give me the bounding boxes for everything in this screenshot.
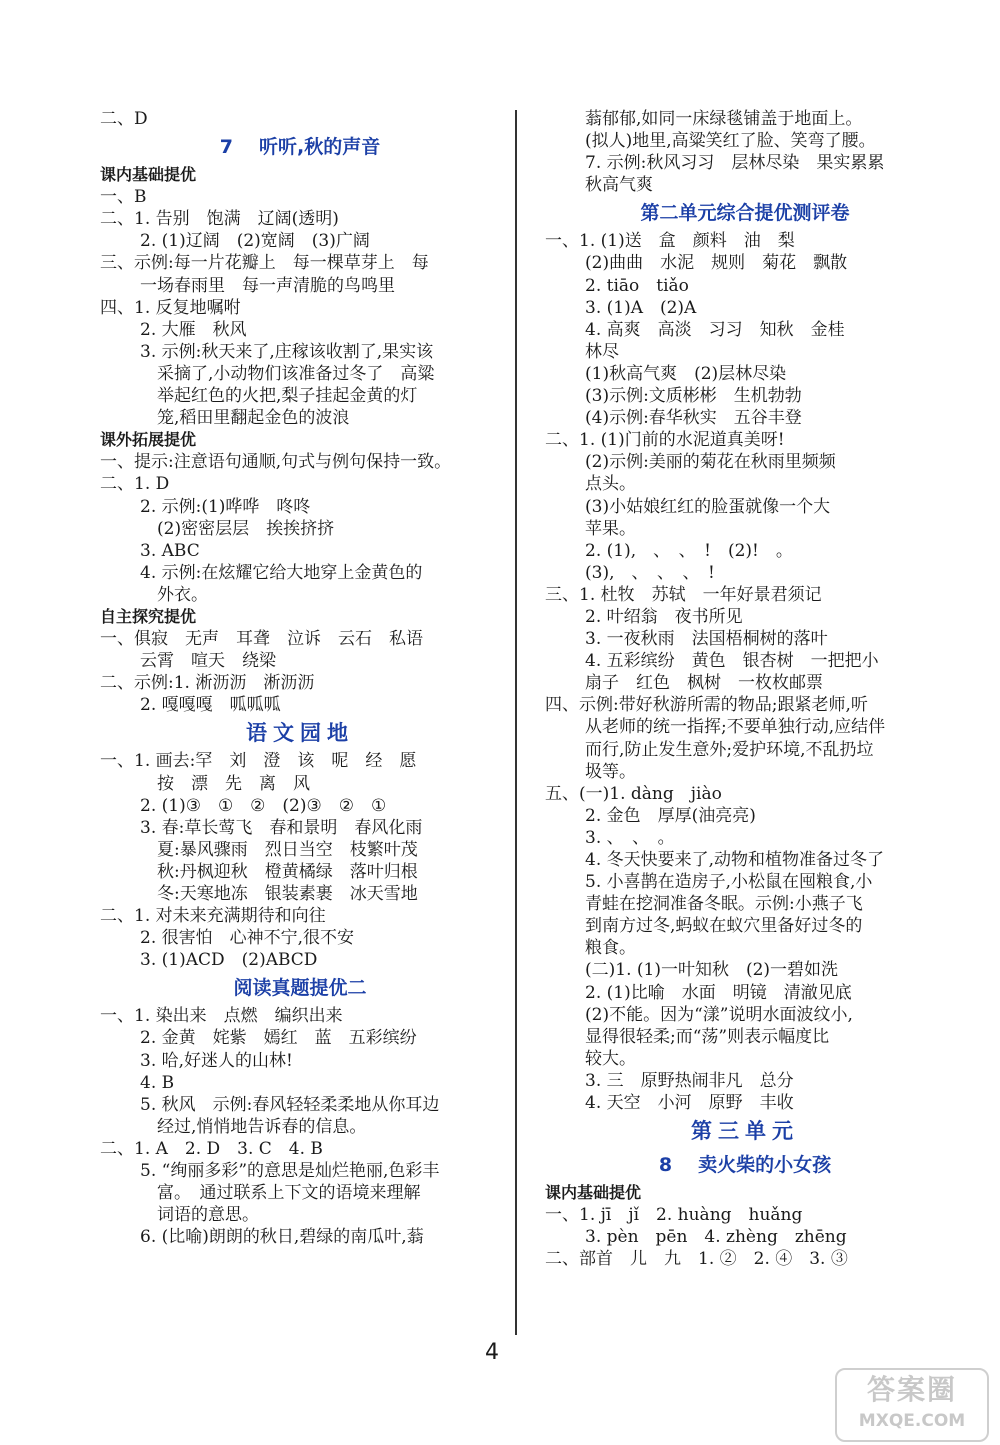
answer-line: 2. (1)比喻 水面 明镜 清澈见底 [585, 982, 852, 1003]
answer-line: 一、1. 染出来 点燃 编织出来 [100, 1006, 343, 1027]
answer-line: 从老师的统一指挥;不要单独行动,应结伴 [585, 717, 886, 738]
answer-line: 2. 很害怕 心神不宁,很不安 [140, 928, 355, 949]
answer-line: 3. 示例:秋天来了,庄稼该收割了,果实该 [140, 341, 434, 362]
answer-line: 秋:丹枫迎秋 橙黄橘绿 落叶归根 [140, 861, 418, 882]
answer-line: 一场春雨里 每一声清脆的鸟鸣里 [140, 275, 395, 296]
answer-line: 三、1. 杜牧 苏轼 一年好景君须记 [545, 584, 822, 605]
answer-line: 5. “绚丽多彩”的意思是灿烂艳丽,色彩丰 [140, 1161, 440, 1182]
answer-line: 二、1. 告别 饱满 辽阔(透明) [100, 209, 339, 230]
answer-line: 2. 大雁 秋风 [140, 319, 247, 340]
answer-line: (3)小姑娘红红的脸蛋就像一个大 [585, 496, 831, 517]
answer-line: 2. 金黄 姹紫 嫣红 蓝 五彩缤纷 [140, 1028, 417, 1049]
answer-line: 二、1. (1)门前的水泥道真美呀! [545, 430, 785, 451]
answer-line: 2. (1)辽阔 (2)宽阔 (3)广阔 [140, 231, 370, 252]
answer-line: 3. 、 、 。 [585, 827, 675, 848]
answer-line: 3. ABC [140, 540, 200, 561]
answer-line: 夏:暴风骤雨 烈日当空 枝繁叶茂 [140, 839, 418, 860]
subsection-heading: 课内基础提优 [100, 165, 197, 185]
answer-line: (拟人)地里,高粱笑红了脸、笑弯了腰。 [585, 131, 876, 152]
answer-line: 举起红色的火把,梨子挂起金黄的灯 [140, 386, 418, 407]
answer-line: 显得很轻柔;而“荡”则表示幅度比 [585, 1026, 830, 1047]
right-column [545, 108, 945, 1271]
answer-line: 二、1. 对未来充满期待和向往 [100, 906, 326, 927]
answer-line: (2)曲曲 水泥 规则 菊花 飘散 [585, 253, 848, 274]
answer-line: 4. 冬天快要来了,动物和植物准备过冬了 [585, 850, 885, 870]
answer-line: 冬:天寒地冻 银装素裹 冰天雪地 [140, 884, 418, 904]
answer-line: 云霄 喧天 绕梁 [140, 651, 276, 672]
answer-line: 蓊郁郁,如同一床绿毯铺盖于地面上。 [585, 109, 863, 129]
answer-line: 2. tiāo tiǎo [585, 275, 689, 296]
page-number: 4 [485, 1340, 499, 1365]
section-title [100, 716, 500, 750]
column-divider [515, 110, 517, 1335]
answer-line: 较大。 [585, 1048, 636, 1069]
answer-line: 富。 通过联系上下文的语境来理解 [140, 1183, 421, 1204]
answer-line: (3), 、 、 、 ! [585, 562, 715, 583]
answer-line: 粮食。 [585, 938, 636, 959]
subsection-heading: 课外拓展提优 [100, 430, 197, 450]
answer-line: (3)示例:文质彬彬 生机勃勃 [585, 386, 802, 407]
answer-line: 2. 金色 厚厚(油亮亮) [585, 805, 756, 826]
answer-line: 林尽 [585, 341, 619, 362]
answer-line: 3. pèn pēn 4. zhèng zhēng [585, 1227, 847, 1248]
answer-line: 圾等。 [585, 761, 636, 782]
section-title [100, 971, 500, 1005]
answer-line: 4. 高爽 高淡 习习 知秋 金桂 [585, 319, 845, 340]
answer-line: 点头。 [585, 474, 636, 495]
section-title-text: 听听,秋的声音 [259, 136, 381, 159]
answer-line: 4. 示例:在炫耀它给大地穿上金黄色的 [140, 562, 423, 583]
answer-line: 5. 秋风 示例:春风轻轻柔柔地从你耳边 [140, 1094, 440, 1115]
answer-line: 2. (1)③ ① ② (2)③ ② ① [140, 795, 387, 816]
section-title-text: 阅读真题提优二 [233, 977, 367, 1000]
answer-line: 而行,防止发生意外;爱护环境,不乱扔垃 [585, 739, 874, 760]
answer-line: 青蛙在挖洞准备冬眠。示例:小燕子飞 [585, 894, 863, 915]
answer-line: 3. 哈,好迷人的山林! [140, 1050, 293, 1071]
watermark-logo [835, 1368, 989, 1442]
answer-line: 3. (1)ACD (2)ABCD [140, 950, 318, 971]
answer-line: 2. 嘎嘎嘎 呱呱呱 [140, 695, 281, 716]
answer-line: 词语的意思。 [140, 1205, 259, 1226]
subsection-heading: 自主探究提优 [100, 606, 197, 626]
answer-line: 苹果。 [585, 518, 636, 539]
answer-line: 采摘了,小动物们该准备过冬了 高粱 [140, 363, 435, 384]
watermark-site: MXQE.COM [858, 1411, 966, 1431]
lesson-number: 8 [658, 1154, 673, 1177]
answer-line: 6. (比喻)朗朗的秋日,碧绿的南瓜叶,蓊 [140, 1227, 424, 1248]
answer-line: 7. 示例:秋风习习 层林尽染 果实累累 [585, 153, 885, 174]
section-title [100, 130, 500, 164]
lesson-number: 7 [219, 136, 233, 159]
answer-line: 3. (1)A (2)A [585, 297, 697, 318]
section-title-text: 卖火柴的小女孩 [698, 1154, 832, 1177]
left-column [100, 108, 500, 1248]
answer-line: 二、D [100, 109, 148, 129]
answer-line: 按 漂 先 离 风 [140, 773, 310, 794]
answer-line: 一、俱寂 无声 耳聋 泣诉 云石 私语 [100, 629, 423, 650]
answer-line: 4. 五彩缤纷 黄色 银杏树 一把把小 [585, 651, 879, 672]
answer-line: 4. B [140, 1072, 175, 1093]
answer-line: 一、1. (1)送 盒 颜料 油 梨 [545, 231, 795, 252]
answer-line: 到南方过冬,蚂蚁在蚁穴里备好过冬的 [585, 916, 863, 937]
answer-line: 二、部首 儿 九 1. ② 2. ④ 3. ③ [545, 1249, 848, 1270]
answer-line: 经过,悄悄地告诉春的信息。 [140, 1116, 367, 1137]
answer-line: 二、示例:1. 淅沥沥 淅沥沥 [100, 673, 315, 694]
answer-line: 2. 叶绍翁 夜书所见 [585, 606, 743, 627]
answer-line: 二、1. D [100, 474, 170, 495]
answer-line: 四、示例:带好秋游所需的物品;跟紧老师,听 [545, 695, 868, 716]
answer-line: (2)密密层层 挨挨挤挤 [140, 518, 335, 539]
section-title [545, 196, 945, 230]
answer-line: 5. 小喜鹊在造房子,小松鼠在囤粮食,小 [585, 872, 873, 893]
answer-line: (1)秋高气爽 (2)层林尽染 [585, 363, 787, 384]
subsection-heading: 课内基础提优 [545, 1183, 642, 1203]
section-title-text: 第三单元 [691, 1119, 799, 1144]
answer-line: (2)示例:美丽的菊花在秋雨里频频 [585, 452, 836, 473]
answer-line: 五、(一)1. dàng jiào [545, 783, 722, 804]
answer-line: 一、B [100, 187, 147, 208]
answer-line: 2. (1), 、 、 ! (2)! 。 [585, 540, 793, 561]
answer-line: 3. 三 原野热闹非凡 总分 [585, 1070, 794, 1091]
answer-line: 3. 春:草长莺飞 春和景明 春风化雨 [140, 817, 423, 838]
answer-line: 一、1. jī jǐ 2. huàng huǎng [545, 1205, 803, 1226]
answer-line: 二、1. A 2. D 3. C 4. B [100, 1138, 323, 1159]
answer-line: 3. 一夜秋雨 法国梧桐树的落叶 [585, 629, 828, 650]
answer-line: 一、1. 画去:罕 刘 澄 该 呢 经 愿 [100, 751, 417, 772]
answer-line: 扇子 红色 枫树 一枚枚邮票 [585, 673, 823, 694]
answer-line: (4)示例:春华秋实 五谷丰登 [585, 408, 802, 429]
answer-line: (2)不能。因为“漾”说明水面波纹小, [585, 1004, 853, 1025]
section-title [545, 1114, 945, 1148]
answer-line: 4. 天空 小河 原野 丰收 [585, 1093, 794, 1114]
section-title-text: 第二单元综合提优测评卷 [640, 202, 850, 225]
answer-line: 笼,稻田里翻起金色的波浪 [140, 408, 350, 429]
section-title [545, 1148, 945, 1182]
answer-line: 外衣。 [140, 584, 208, 605]
answer-line: 四、1. 反复地嘱咐 [100, 297, 241, 318]
section-title-text: 语文园地 [246, 721, 354, 746]
watermark-main: 答案圈 [866, 1373, 957, 1406]
answer-line: 秋高气爽 [585, 175, 653, 196]
answer-line: 2. 示例:(1)哗哗 咚咚 [140, 496, 311, 517]
answer-line: 三、示例:每一片花瓣上 每一棵草芽上 每 [100, 253, 429, 274]
answer-line: (二)1. (1)一叶知秋 (2)一碧如洗 [585, 960, 839, 981]
answer-line: 一、提示:注意语句通顺,句式与例句保持一致。 [100, 452, 452, 473]
